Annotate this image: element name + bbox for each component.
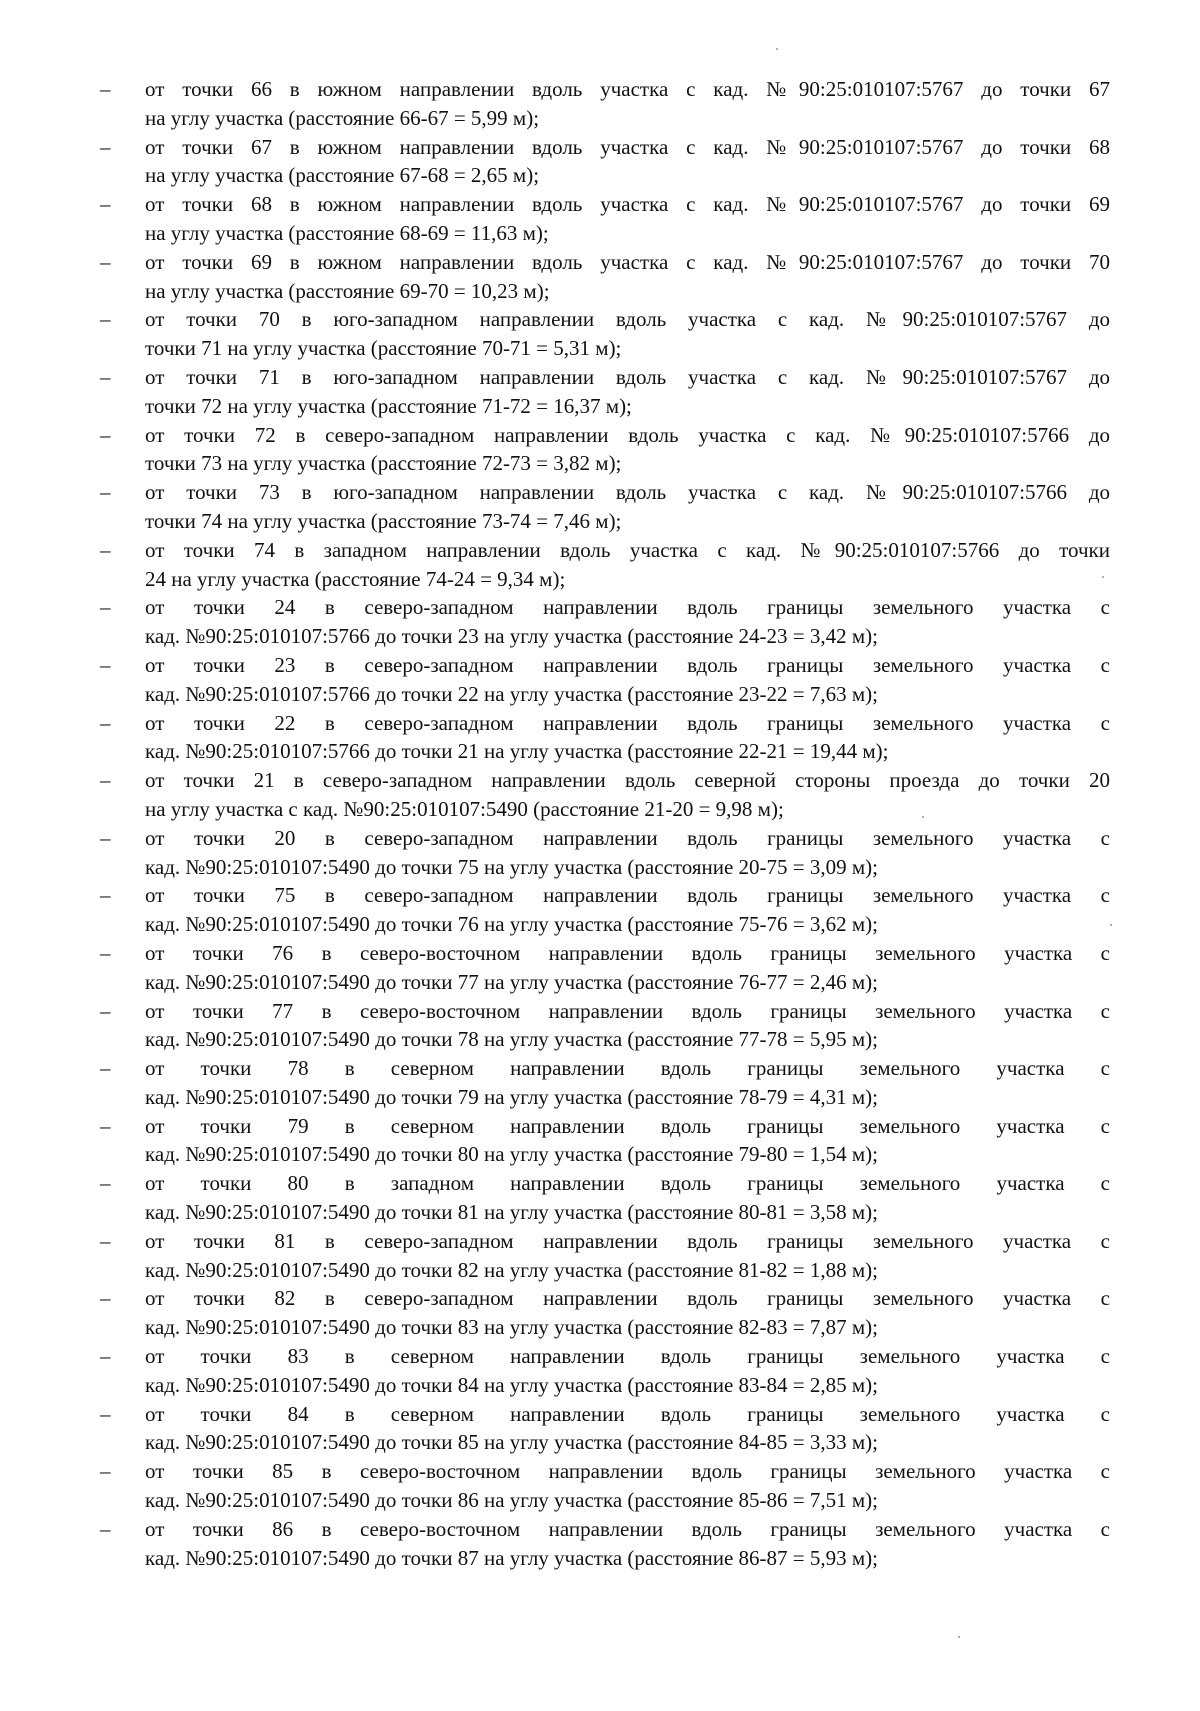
list-item (100, 1400, 1110, 1458)
item-text-line-2: кад. №90:25:010107:5490 до точки 85 на углу участка (расстояние 84-85 = 3,33 м); (145, 1430, 879, 1455)
bullet-dash: – (100, 1344, 111, 1369)
item-text-line-2: кад. №90:25:010107:5490 до точки 86 на углу участка (расстояние 85-86 = 7,51 м); (145, 1488, 879, 1513)
list-item (100, 363, 1110, 421)
scan-speck (1110, 924, 1112, 926)
bullet-dash: – (100, 364, 111, 389)
list-item (100, 651, 1110, 709)
boundary-description-list (100, 75, 1110, 1572)
item-text-line-2: кад. №90:25:010107:5490 до точки 75 на углу участка (расстояние 20-75 = 3,09 м); (145, 854, 879, 879)
list-item (100, 536, 1110, 594)
item-text-line-2: 24 на углу участка (расстояние 74-24 = 9,34 м); (145, 566, 566, 591)
item-text-line-2: кад. №90:25:010107:5766 до точки 22 на углу участка (расстояние 23-22 = 7,63 м); (145, 681, 879, 706)
item-text-line-2: кад. №90:25:010107:5766 до точки 21 на углу участка (расстояние 22-21 = 19,44 м); (145, 739, 889, 764)
item-text-line-1: от точки 77 в северо-восточном направлении вдоль границы земельного участка с (145, 998, 1110, 1023)
bullet-dash: – (100, 883, 111, 908)
bullet-dash: – (100, 1056, 111, 1081)
list-item (100, 939, 1110, 997)
bullet-dash: – (100, 1459, 111, 1484)
item-text-line-2: точки 73 на углу участка (расстояние 72-73 = 3,82 м); (145, 451, 622, 476)
bullet-dash: – (100, 1228, 111, 1253)
item-text-line-1: от точки 84 в северном направлении вдоль границы земельного участка с (145, 1401, 1110, 1426)
bullet-dash: – (100, 134, 111, 159)
item-text-line-1: от точки 67 в южном направлении вдоль участка с кад. №90:25:010107:5767 до точки 68 (145, 134, 1110, 159)
item-text-line-2: кад. №90:25:010107:5490 до точки 82 на углу участка (расстояние 81-82 = 1,88 м); (145, 1257, 879, 1282)
list-item (100, 766, 1110, 824)
item-text-line-2: кад. №90:25:010107:5490 до точки 87 на углу участка (расстояние 86-87 = 5,93 м); (145, 1545, 879, 1570)
bullet-dash: – (100, 1113, 111, 1138)
bullet-dash: – (100, 825, 111, 850)
list-item (100, 305, 1110, 363)
item-text-line-2: на углу участка (расстояние 66-67 = 5,99 м); (145, 105, 540, 130)
bullet-dash: – (100, 652, 111, 677)
list-item (100, 709, 1110, 767)
item-text-line-2: кад. №90:25:010107:5490 до точки 83 на углу участка (расстояние 82-83 = 7,87 м); (145, 1315, 879, 1340)
item-text-line-2: точки 71 на углу участка (расстояние 70-71 = 5,31 м); (145, 336, 622, 361)
bullet-dash: – (100, 1401, 111, 1426)
item-text-line-1: от точки 22 в северо-западном направлении вдоль границы земельного участка с (145, 710, 1110, 735)
item-text-line-2: кад. №90:25:010107:5766 до точки 23 на углу участка (расстояние 24-23 = 3,42 м); (145, 624, 879, 649)
scan-speck (776, 48, 778, 50)
scan-speck (1102, 576, 1104, 578)
item-text-line-2: точки 74 на углу участка (расстояние 73-74 = 7,46 м); (145, 508, 622, 533)
list-item (100, 1515, 1110, 1573)
item-text-line-1: от точки 81 в северо-западном направлении вдоль границы земельного участка с (145, 1228, 1110, 1253)
list-item (100, 133, 1110, 191)
item-text-line-1: от точки 23 в северо-западном направлении вдоль границы земельного участка с (145, 652, 1110, 677)
item-text-line-1: от точки 76 в северо-восточном направлении вдоль границы земельного участка с (145, 940, 1110, 965)
list-item (100, 248, 1110, 306)
list-item (100, 1457, 1110, 1515)
list-item (100, 421, 1110, 479)
item-text-line-1: от точки 78 в северном направлении вдоль границы земельного участка с (145, 1056, 1110, 1081)
item-text-line-2: на углу участка (расстояние 67-68 = 2,65 м); (145, 163, 540, 188)
bullet-dash: – (100, 1286, 111, 1311)
bullet-dash: – (100, 1516, 111, 1541)
item-text-line-2: на углу участка (расстояние 69-70 = 10,23 м); (145, 278, 550, 303)
item-text-line-2: точки 72 на углу участка (расстояние 71-72 = 16,37 м); (145, 393, 632, 418)
bullet-dash: – (100, 480, 111, 505)
list-item (100, 478, 1110, 536)
item-text-line-1: от точки 80 в западном направлении вдоль границы земельного участка с (145, 1171, 1110, 1196)
item-text-line-2: на углу участка (расстояние 68-69 = 11,63 м); (145, 220, 549, 245)
list-item (100, 1169, 1110, 1227)
list-item (100, 1227, 1110, 1285)
item-text-line-1: от точки 72 в северо-западном направлении вдоль участка с кад. №90:25:010107:5766 до (145, 422, 1110, 447)
item-text-line-2: на углу участка с кад. №90:25:010107:5490 (расстояние 21-20 = 9,98 м); (145, 796, 784, 821)
list-item (100, 1342, 1110, 1400)
bullet-dash: – (100, 192, 111, 217)
bullet-dash: – (100, 77, 111, 101)
bullet-dash: – (100, 422, 111, 447)
list-item (100, 881, 1110, 939)
list-item (100, 1284, 1110, 1342)
item-text-line-1: от точки 79 в северном направлении вдоль границы земельного участка с (145, 1113, 1110, 1138)
bullet-dash: – (100, 307, 111, 332)
item-text-line-1: от точки 20 в северо-западном направлении вдоль границы земельного участка с (145, 825, 1110, 850)
list-item (100, 593, 1110, 651)
item-text-line-1: от точки 71 в юго-западном направлении вдоль участка с кад. №90:25:010107:5767 до (145, 364, 1110, 389)
item-text-line-2: кад. №90:25:010107:5490 до точки 81 на углу участка (расстояние 80-81 = 3,58 м); (145, 1200, 879, 1225)
item-text-line-1: от точки 70 в юго-западном направлении вдоль участка с кад. №90:25:010107:5767 до (145, 307, 1110, 332)
bullet-dash: – (100, 537, 111, 562)
list-item (100, 75, 1110, 133)
item-text-line-1: от точки 83 в северном направлении вдоль границы земельного участка с (145, 1344, 1110, 1369)
bullet-dash: – (100, 1171, 111, 1196)
item-text-line-1: от точки 75 в северо-западном направлении вдоль границы земельного участка с (145, 883, 1110, 908)
list-item (100, 1112, 1110, 1170)
item-text-line-1: от точки 86 в северо-восточном направлении вдоль границы земельного участка с (145, 1516, 1110, 1541)
item-text-line-1: от точки 74 в западном направлении вдоль участка с кад. №90:25:010107:5766 до точки (145, 537, 1110, 562)
item-text-line-2: кад. №90:25:010107:5490 до точки 79 на углу участка (расстояние 78-79 = 4,31 м); (145, 1084, 879, 1109)
item-text-line-1: от точки 73 в юго-западном направлении вдоль участка с кад. №90:25:010107:5766 до (145, 480, 1110, 505)
bullet-dash: – (100, 710, 111, 735)
bullet-dash: – (100, 940, 111, 965)
item-text-line-1: от точки 66 в южном направлении вдоль участка с кад. №90:25:010107:5767 до точки 67 (145, 77, 1110, 101)
item-text-line-2: кад. №90:25:010107:5490 до точки 78 на углу участка (расстояние 77-78 = 5,95 м); (145, 1027, 879, 1052)
bullet-dash: – (100, 595, 111, 620)
item-text-line-2: кад. №90:25:010107:5490 до точки 77 на углу участка (расстояние 76-77 = 2,46 м); (145, 969, 879, 994)
list-item (100, 824, 1110, 882)
bullet-dash: – (100, 249, 111, 274)
item-text-line-2: кад. №90:25:010107:5490 до точки 80 на углу участка (расстояние 79-80 = 1,54 м); (145, 1142, 879, 1167)
item-text-line-2: кад. №90:25:010107:5490 до точки 76 на углу участка (расстояние 75-76 = 3,62 м); (145, 912, 879, 937)
bullet-dash: – (100, 768, 111, 793)
item-text-line-1: от точки 68 в южном направлении вдоль участка с кад. №90:25:010107:5767 до точки 69 (145, 192, 1110, 217)
scan-speck (922, 816, 924, 818)
item-text-line-1: от точки 21 в северо-западном направлении вдоль северной стороны проезда до точки 20 (145, 768, 1110, 793)
scan-speck (958, 1636, 960, 1638)
item-text-line-1: от точки 69 в южном направлении вдоль участка с кад. №90:25:010107:5767 до точки 70 (145, 249, 1110, 274)
list-item (100, 997, 1110, 1055)
item-text-line-2: кад. №90:25:010107:5490 до точки 84 на углу участка (расстояние 83-84 = 2,85 м); (145, 1372, 879, 1397)
bullet-dash: – (100, 998, 111, 1023)
list-item (100, 190, 1110, 248)
item-text-line-1: от точки 24 в северо-западном направлении вдоль границы земельного участка с (145, 595, 1110, 620)
list-item (100, 1054, 1110, 1112)
item-text-line-1: от точки 82 в северо-западном направлении вдоль границы земельного участка с (145, 1286, 1110, 1311)
item-text-line-1: от точки 85 в северо-восточном направлении вдоль границы земельного участка с (145, 1459, 1110, 1484)
